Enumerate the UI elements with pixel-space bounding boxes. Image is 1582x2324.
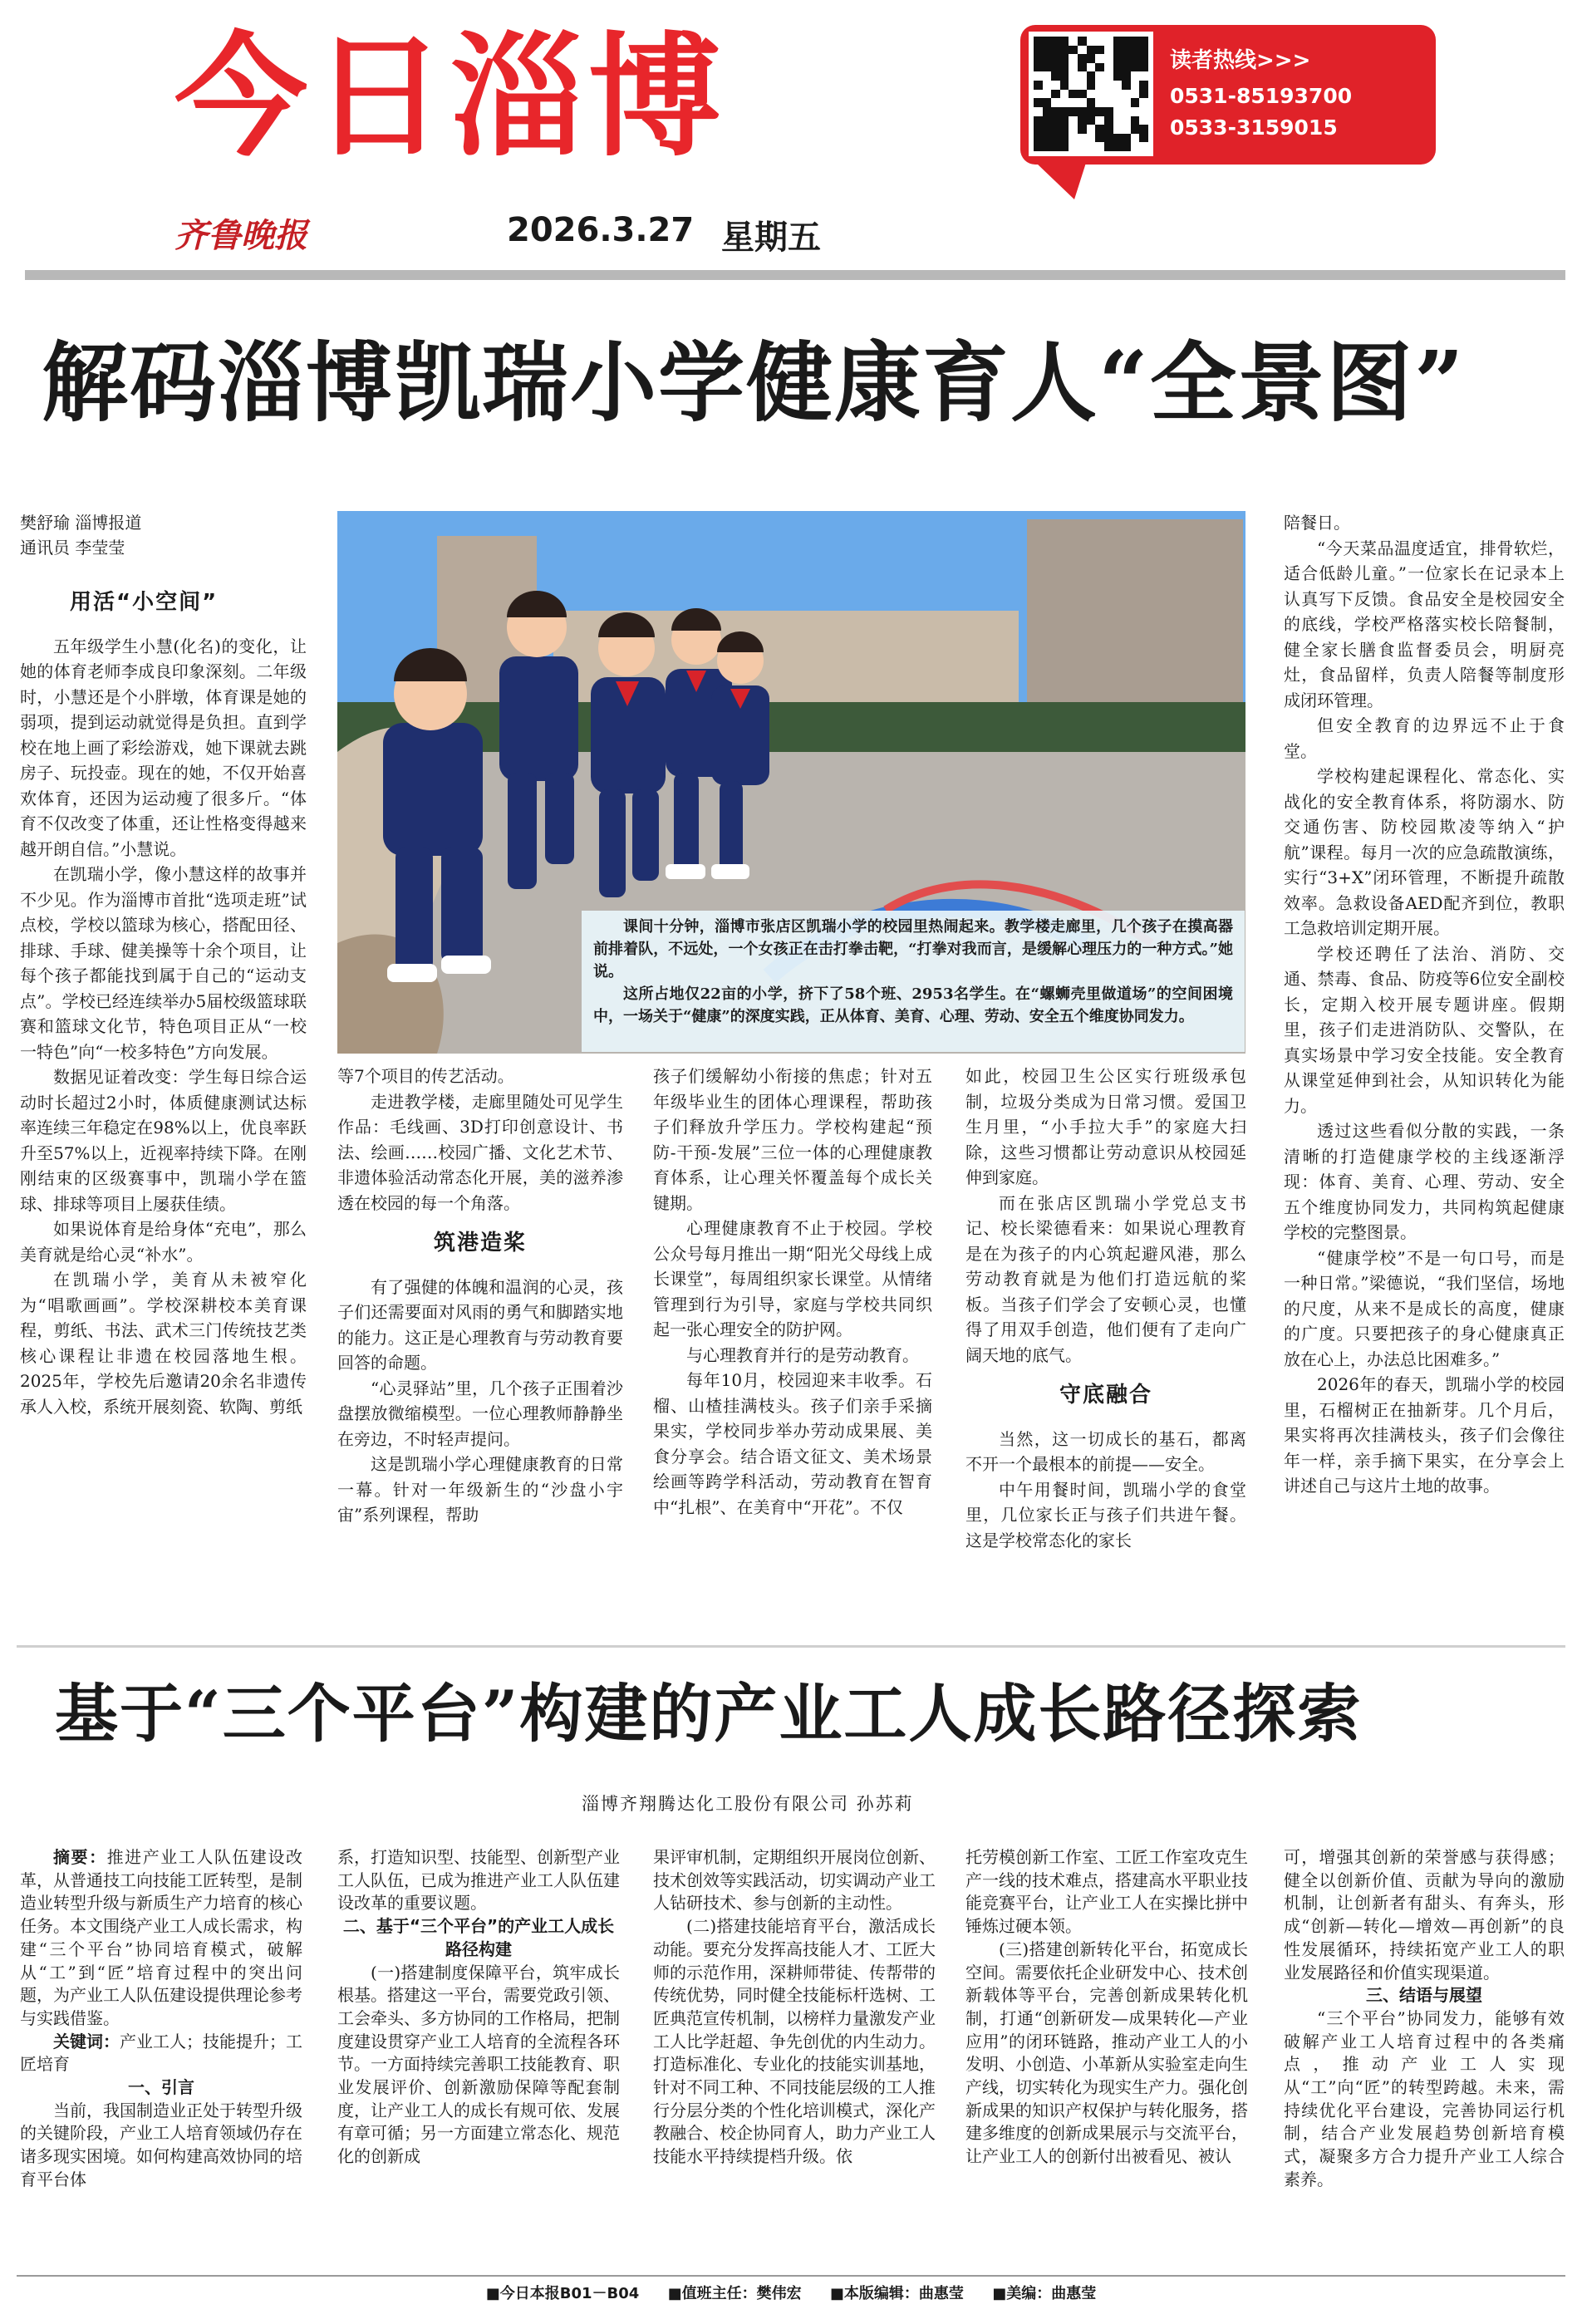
article2-column-2 (337, 1846, 620, 2268)
article2-headline: 基于“三个平台”构建的产业工人成长路径探索 (55, 1677, 1363, 1751)
article1-column-2 (337, 1064, 623, 1633)
section-heading-intro: 一、引言 (128, 2077, 194, 2098)
body-paragraph: 在凯瑞小学，像小慧这样的故事并不少见。作为淄博市首批“选项走班”试点校，学校以篮球为核心，搭配田径、排球、手球、健美操等十余个项目，让每个孩子都能找到属于自己的“运动支点”。学校已经连续举办5届校级篮球联赛和篮球文化节，特色项目正从“一校一特色”向“一校多特色”方向发展。 (20, 864, 307, 1062)
body-paragraph: 透过这些看似分散的实践，一条清晰的打造健康学校的主线逐渐浮现：体育、美育、心理、劳动、安全五个维度协同发力，共同构筑起健康学校的完整图景。 (1284, 1121, 1565, 1242)
article1-column-1 (20, 582, 307, 1633)
issue-weekday: 星期五 (721, 219, 821, 257)
body-paragraph: 这是凯瑞小学心理健康教育的日常一幕。针对一年级新生的“沙盘小宇宙”系列课程，帮助 (337, 1454, 623, 1525)
hotline-label: 读者热线>>> (1170, 48, 1311, 73)
body-paragraph: 如此，校园卫生公区实行班级承包制，垃圾分类成为日常习惯。爱国卫生月里，“小手拉大手”的家庭大扫除，这些习惯都让劳动意识从校园延伸到家庭。 (965, 1066, 1246, 1187)
byline-reporter: 樊舒瑜 淄博报道 (20, 513, 142, 533)
article1-column-3 (653, 1064, 932, 1633)
photo-caption (582, 911, 1245, 1052)
caption-paragraph: 课间十分钟，淄博市张店区凯瑞小学的校园里热闹起来。教学楼走廊里，几个孩子在摸高器前排着队，不远处，一个女孩正在击打拳击靶，“打拳对我而言，是缓解心理压力的一种方式。”她说。 (593, 918, 1233, 980)
abstract-text: 推进产业工人队伍建设改革，从普通技工向技能工匠转型，是制造业转型升级与新质生产力培育的核心任务。本文围绕产业工人成长需求，构建“三个平台”协同培育模式，破解从“工”到“匠”培育过程中的突出问题，为产业工人队伍建设提供理论参考与实践借鉴。 (20, 1847, 302, 2028)
brand-title: 今日淄博 (174, 19, 727, 174)
caption-paragraph: 这所占地仅22亩的小学，挤下了58个班、2953名学生。在“螺蛳壳里做道场”的空间困境中，一场关于“健康”的深度实践，正从体育、美育、心理、劳动、安全五个维度协同发力。 (593, 985, 1233, 1025)
footer-art-editor: ■美编：曲惠莹 (992, 2285, 1097, 2302)
body-paragraph: 有了强健的体魄和温润的心灵，孩子们还需要面对风雨的勇气和脚踏实地的能力。这正是心理教育与劳动教育要回答的命题。 (337, 1276, 623, 1373)
footer-editor: ■本版编辑：曲惠莹 (829, 2285, 964, 2302)
body-paragraph: “今天菜品温度适宜，排骨软烂，适合低龄儿童。”一位家长在记录本上认真写下反馈。食品安全是校园安全的底线，学校严格落实校长陪餐制，健全家长膳食监督委员会，明厨亮灶，食品留样，负责人陪餐等制度形成闭环管理。 (1284, 538, 1565, 710)
body-paragraph: 在凯瑞小学，美育从未被窄化为“唱歌画画”。学校深耕校本美育课程，剪纸、书法、武术三门传统技艺类核心课程让非遗在校园落地生根。2025年，学校先后邀请20余名非遗传承人入校，系统开展刻瓷、软陶、剪纸 (20, 1270, 307, 1417)
body-paragraph: 心理健康教育不止于校园。学校公众号每月推出一期“阳光父母线上成长课堂”，每周组织家长课堂。从情绪管理到行为引导，家庭与学校共同织起一张心理安全的防护网。 (653, 1218, 932, 1339)
reader-hotline (1170, 43, 1352, 144)
hotline-phone-1: 0531-85193700 (1170, 84, 1353, 108)
section-title-safety-integration: 守底融合 (1059, 1383, 1152, 1408)
body-paragraph: 与心理教育并行的是劳动教育。 (686, 1344, 919, 1365)
body-paragraph: 如果说体育是给身体“充电”，那么美育就是给心灵“补水”。 (20, 1219, 307, 1265)
keywords-label: 关键词： (53, 2031, 120, 2051)
body-paragraph: “心灵驿站”里，几个孩子正围着沙盘摆放微缩模型。一位心理教师静静坐在旁边，不时轻声提问。 (337, 1378, 623, 1449)
body-paragraph: 系，打造知识型、技能型、创新型产业工人队伍，已成为推进产业工人队伍建设改革的重要议题。 (337, 1847, 620, 1914)
body-paragraph: “三个平台”协同发力，能够有效破解产业工人培育过程中的各类痛点，推动产业工人实现从“工”向“匠”的转型跨越。未来，需持续优化平台建设，完善协同运行机制，结合产业发展趋势创新培育模式，凝聚多方合力提升产业工人综合素养。 (1284, 2007, 1565, 2189)
article2-column-1 (20, 1846, 302, 2268)
hotline-phone-2: 0533-3159015 (1170, 115, 1338, 140)
article1-column-4 (965, 1064, 1246, 1633)
section-title-small-space: 用活“小空间” (70, 590, 219, 615)
qr-code-icon[interactable] (1029, 32, 1153, 156)
footer-duty-director: ■值班主任：樊伟宏 (667, 2285, 802, 2302)
keywords-text: 产业工人；技能提升；工匠培育 (20, 2031, 302, 2075)
body-paragraph: 学校构建起课程化、常态化、实战化的安全教育体系，将防溺水、防交通伤害、防校园欺凌等纳入“护航”课程。每月一次的应急疏散演练，实行“3+X”闭环管理，不断提升疏散效率。急救设备AED配齐到位，教职工急救培训定期开展。 (1284, 766, 1565, 938)
footer-edition: ■今日本报B01－B04 (485, 2285, 640, 2302)
body-paragraph: (一)搭建制度保障平台，筑牢成长根基。搭建这一平台，需要党政引领、工会牵头、多方协同的工作格局，把制度建设贯穿产业工人培育的全流程各环节。一方面持续完善职工技能教育、职业发展评价、创新激励保障等配套制度，让产业工人的成长有规可依、发展有章可循；另一方面建立常态化、规范化的创新成 (337, 1962, 620, 2167)
body-paragraph: 陪餐日。 (1284, 513, 1350, 533)
body-paragraph: 孩子们缓解幼小衔接的焦虑；针对五年级毕业生的团体心理课程，帮助孩子们释放升学压力。学校构建起“预防-干预-发展”三位一体的心理健康教育体系，让心理关怀覆盖每个成长关键期。 (653, 1066, 932, 1213)
article-divider (17, 1645, 1565, 1648)
body-paragraph: 可，增强其创新的荣誉感与获得感；健全以创新价值、贡献为导向的激励机制，让创新者有甜头、有奔头，形成“创新—转化—增效—再创新”的良性发展循环，持续拓宽产业工人的职业发展路径和价值实现渠道。 (1284, 1847, 1565, 1983)
body-paragraph: 走进教学楼，走廊里随处可见学生作品：毛线画、3D打印创意设计、书法、绘画……校园广播、文化艺术节、非遗体验活动常态化开展，美的滋养渗透在校园的每一个角落。 (337, 1091, 623, 1213)
article1-column-5 (1284, 510, 1565, 1633)
article1-headline: 解码淄博凯瑞小学健康育人“全景图” (42, 332, 1466, 434)
body-paragraph: 当然，这一切成长的基石，都离不开一个最根本的前提——安全。 (965, 1428, 1246, 1474)
abstract-label: 摘要： (53, 1847, 107, 1867)
body-paragraph: 数据见证着改变：学生每日综合运动时长超过2小时，体质健康测试达标率连续三年稳定在98%以上，优良率跃升至57%以上，近视率持续下降。在刚刚结束的区级赛事中，凯瑞小学在篮球、排球等项目上屡获佳绩。 (20, 1067, 307, 1214)
paper-name: 齐鲁晚报 (174, 216, 307, 255)
body-paragraph: 2026年的春天，凯瑞小学的校园里，石榴树正在抽新芽。几个月后，果实将再次挂满枝头，孩子们会像往年一样，亲手摘下果实，在分享会上讲述自己与这片土地的故事。 (1284, 1374, 1565, 1496)
article2-column-4 (965, 1846, 1248, 2268)
section-heading-conclusion: 三、结语与展望 (1366, 1985, 1482, 2006)
body-paragraph: 但安全教育的边界远不止于食堂。 (1284, 715, 1565, 761)
body-paragraph: 等7个项目的传艺活动。 (337, 1066, 514, 1086)
issue-date: 2026.3.27 (507, 211, 695, 249)
body-paragraph: 每年10月，校园迎来丰收季。石榴、山楂挂满枝头。孩子们亲手采摘果实，学校同步举办劳动成果展、美食分享会。结合语文征文、美术场景绘画等跨学科活动，劳动教育在智育中“扎根”、在美育中“开花”。不仅 (653, 1370, 932, 1517)
body-paragraph: 当前，我国制造业正处于转型升级的关键阶段，产业工人培育领域仍存在诸多现实困境。如何构建高效协同的培育平台体 (20, 2100, 302, 2189)
article2-column-5 (1284, 1846, 1565, 2268)
body-paragraph: 中午用餐时间，凯瑞小学的食堂里，几位家长正与孩子们共进午餐。这是学校常态化的家长 (965, 1479, 1246, 1550)
byline-correspondent: 通讯员 李莹莹 (20, 538, 125, 558)
page-footer (0, 2282, 1582, 2303)
body-paragraph: “健康学校”不是一句口号，而是一种日常。”梁德说，“我们坚信，场地的尺度，从来不是成长的高度，健康的广度。只要把孩子的身心健康真正放在心上，办法总比困难多。” (1284, 1247, 1565, 1369)
body-paragraph: (二)搭建技能培育平台，激活成长动能。要充分发挥高技能人才、工匠大师的示范作用，深耕师带徒、传帮带的传统优势，同时健全技能标杆选树、工匠典范宣传机制，以榜样力量激发产业工人比学赶超、争先创优的内生动力。打造标准化、专业化的技能实训基地，针对不同工种、不同技能层级的工人推行分层分类的个性化培训模式，深化产教融合、校企协同育人，助力产业工人技能水平持续提档升级。依 (653, 1916, 936, 2167)
section-title-harbor-oar: 筑港造桨 (433, 1231, 527, 1255)
body-paragraph: 托劳模创新工作室、工匠工作室攻克生产一线的技术难点，搭建高水平职业技能竞赛平台，让产业工人在实操比拼中锤炼过硬本领。 (965, 1847, 1248, 1937)
body-paragraph: 果评审机制，定期组织开展岗位创新、技术创效等实践活动，切实调动产业工人钻研技术、参与创新的主动性。 (653, 1847, 936, 1914)
footer-rule (17, 2275, 1565, 2277)
section-heading-platforms: 二、基于“三个平台”的产业工人成长路径构建 (342, 1916, 615, 1959)
article1-byline (20, 510, 141, 560)
body-paragraph: 而在张店区凯瑞小学党总支书记、校长梁德看来：如果说心理教育是在为孩子的内心筑起避风港，那么劳动教育就是为他们打造远航的桨板。当孩子们学会了安顿心灵，也懂得了用双手创造，他们便有了走向广阔天地的底气。 (965, 1192, 1246, 1365)
masthead-rule (25, 270, 1565, 280)
article2-author: 淄博齐翔腾达化工股份有限公司 孙苏莉 (582, 1794, 914, 1814)
body-paragraph: 五年级学生小慧(化名)的变化，让她的体育老师李成良印象深刻。二年级时，小慧还是个小胖墩，体育课是她的弱项，提到运动就觉得是负担。直到学校在地上画了彩绘游戏，她下课就去跳房子、玩投壶。现在的她，不仅开始喜欢体育，还因为运动瘦了很多斤。“体育不仅改变了体重，还让性格变得越来越开朗自信。”小慧说。 (20, 636, 307, 859)
article2-column-3 (653, 1846, 936, 2268)
body-paragraph: (三)搭建创新转化平台，拓宽成长空间。需要依托企业研发中心、技术创新载体等平台，完善创新成果转化机制，打通“创新研发—成果转化—产业应用”的闭环链路，推动产业工人的小发明、小创造、小革新从实验室走向生产线，切实转化为现实生产力。强化创新成果的知识产权保护与转化服务，搭建多维度的创新成果展示与交流平台，让产业工人的创新付出被看见、被认 (965, 1938, 1248, 2167)
body-paragraph: 学校还聘任了法治、消防、交通、禁毒、食品、防疫等6位安全副校长，定期入校开展专题讲座。假期里，孩子们走进消防队、交警队，在真实场景中学习安全技能。安全教育从课堂延伸到社会，从知识转化为能力。 (1284, 943, 1565, 1116)
